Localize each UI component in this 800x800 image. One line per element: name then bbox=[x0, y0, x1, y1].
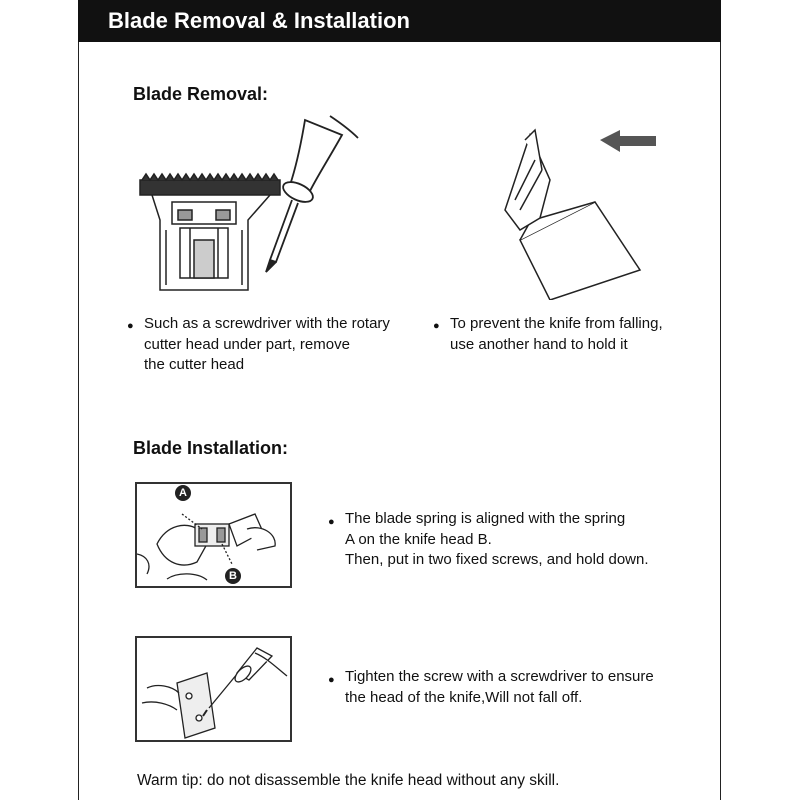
installation-step2-text bbox=[345, 667, 654, 708]
page-title: Blade Removal & Installation bbox=[108, 8, 410, 33]
removal-step1-line2: cutter head under part, remove bbox=[144, 335, 350, 353]
installation-step1-line2: A on the knife head B. bbox=[345, 530, 492, 548]
removal-step2-text bbox=[450, 314, 663, 355]
label-b-badge: B bbox=[225, 568, 241, 584]
removal-step2-line1: To prevent the knife from falling, bbox=[450, 315, 663, 332]
installation-section-title: Blade Installation: bbox=[133, 438, 289, 458]
arrow-left-icon bbox=[600, 130, 656, 152]
removal-step1-text bbox=[144, 314, 390, 376]
removal-step1-line1: Such as a screwdriver with the rotary bbox=[144, 315, 390, 332]
bullet-icon: ● bbox=[433, 320, 440, 332]
installation-step2-line1: Tighten the screw with a screwdriver to ensure bbox=[345, 668, 654, 685]
removal-step1-line3: the cutter head bbox=[144, 356, 245, 373]
spring-alignment-panel bbox=[135, 482, 292, 588]
installation-step1-line1: The blade spring is aligned with the spring bbox=[345, 510, 626, 527]
cutter-head-screwdriver-illustration bbox=[130, 110, 370, 300]
bullet-icon: ● bbox=[127, 320, 134, 332]
clipper-hold-illustration bbox=[480, 110, 680, 300]
label-a-badge: A bbox=[175, 485, 191, 501]
installation-step1-line3: Then, put in two fixed screws, and hold down. bbox=[345, 551, 649, 568]
installation-step2-line2: the head of the knife,Will not fall off. bbox=[345, 688, 583, 706]
spring-alignment-illustration bbox=[137, 484, 290, 586]
bullet-icon: ● bbox=[328, 674, 335, 686]
installation-step1-text bbox=[345, 509, 649, 571]
warm-tip: Warm tip: do not disassemble the knife head without any skill. bbox=[137, 772, 560, 789]
bullet-icon: ● bbox=[328, 516, 335, 528]
removal-section-title: Blade Removal: bbox=[133, 84, 269, 104]
tighten-screw-illustration bbox=[137, 638, 290, 740]
removal-step2-line2: use another hand to hold it bbox=[450, 335, 628, 353]
tighten-screw-panel bbox=[135, 636, 292, 742]
